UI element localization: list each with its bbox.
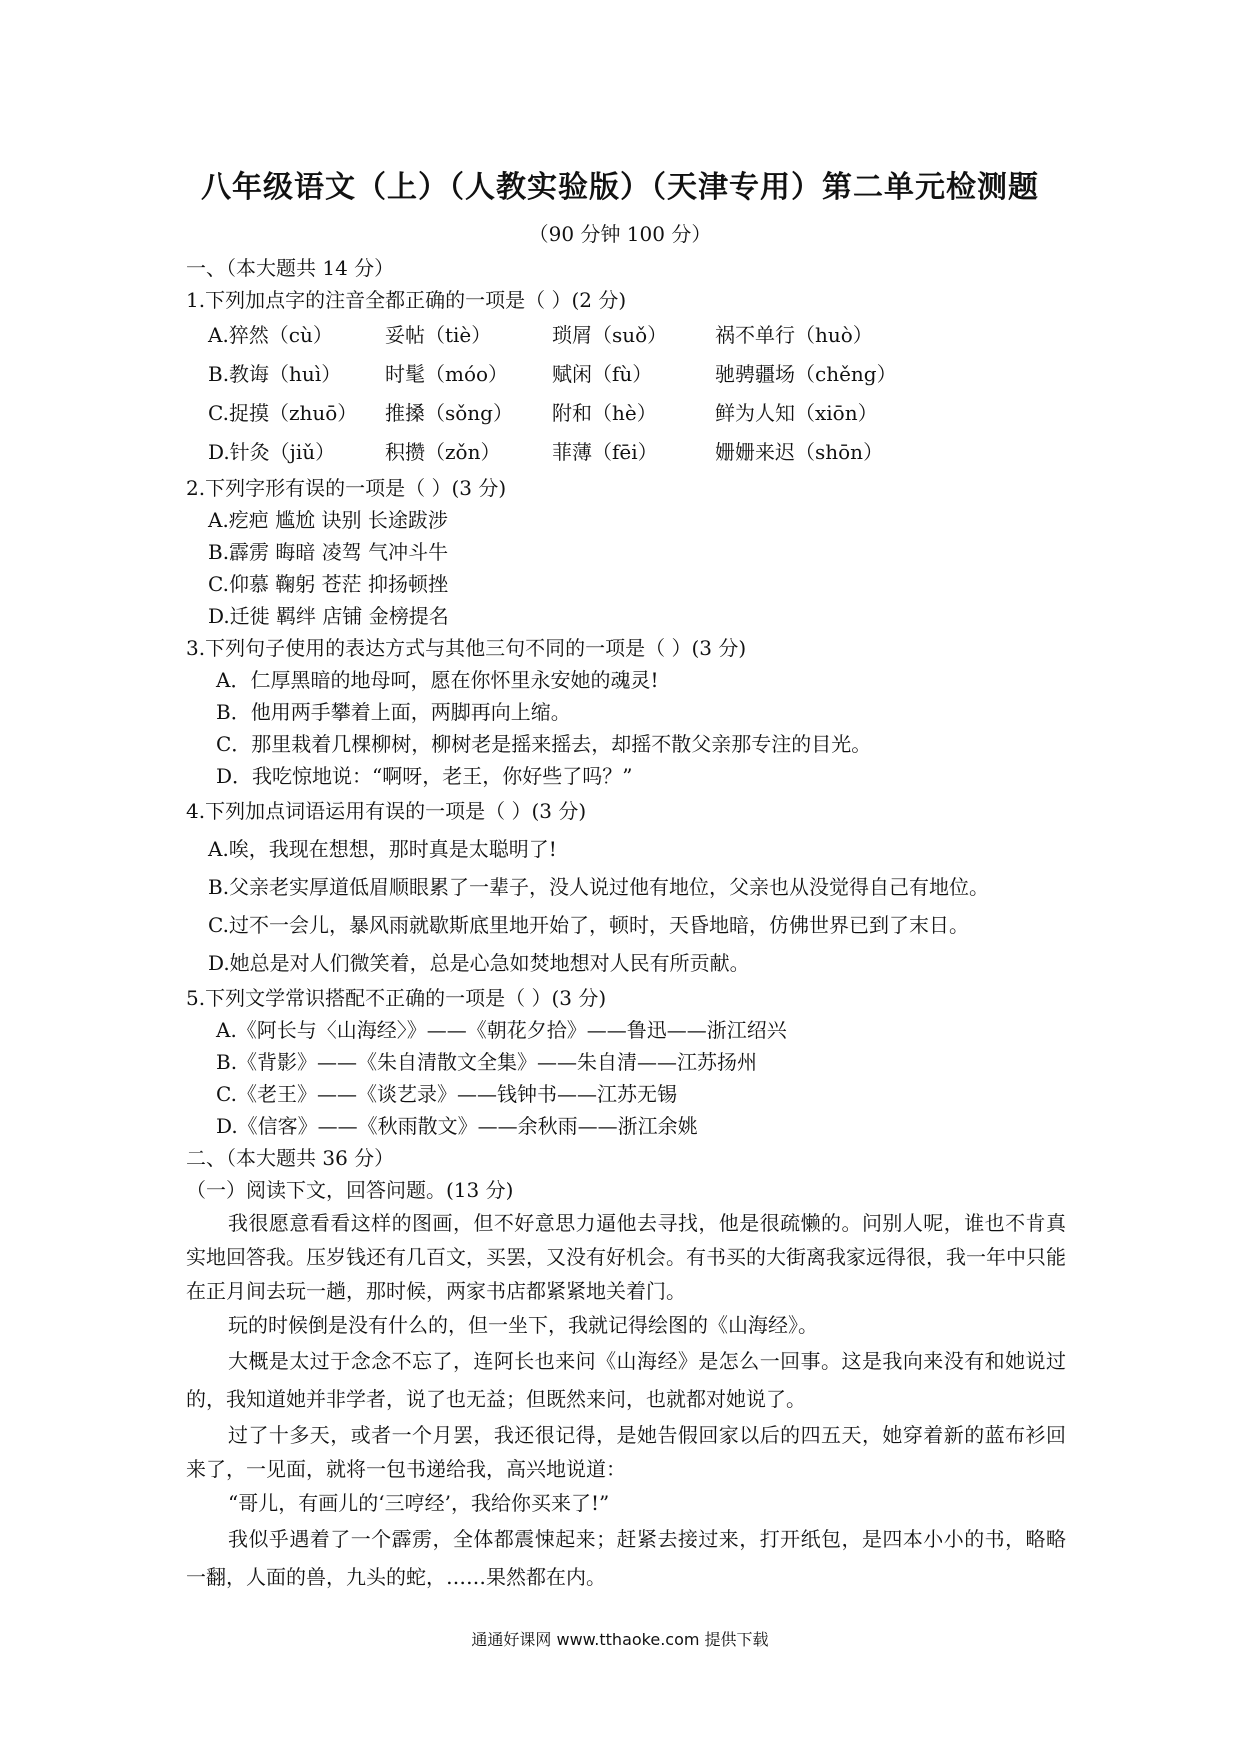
reading-paragraph: 玩的时候倒是没有什么的，但一坐下，我就记得绘图的《山海经》。	[228, 1313, 818, 1337]
q2-option-b: B.霹雳 晦暗 凌驾 气冲斗牛	[208, 540, 449, 564]
page-title: 八年级语文（上）（人教实验版）（天津专用）第二单元检测题	[201, 170, 1039, 205]
q1-option-b	[186, 355, 1066, 394]
q1-options	[186, 316, 1066, 472]
q1-b-2: 时髦（móo）	[385, 362, 509, 386]
q1-a-1: A.猝然（cù）	[208, 323, 333, 347]
q1-c-1: C.捉摸（zhuō）	[208, 401, 358, 425]
q2-option-c: C.仰慕 鞠躬 苍茫 抑扬顿挫	[208, 572, 449, 596]
q1-b-4: 驰骋疆场（chěng）	[715, 362, 897, 386]
q3-option-a: A．仁厚黑暗的地母呵，愿在你怀里永安她的魂灵!	[216, 668, 659, 692]
q3-option-b: B．他用两手攀着上面，两脚再向上缩。	[216, 700, 571, 724]
q1-c-4: 鲜为人知（xiōn）	[715, 401, 878, 425]
exam-content	[186, 252, 1066, 1596]
reading-paragraph: “哥儿，有画儿的‘三哼经’，我给你买来了!”	[228, 1491, 610, 1515]
q1-option-a	[186, 316, 1066, 355]
q3-option-c: C．那里栽着几棵柳树，柳树老是摇来摇去，却摇不散父亲那专注的目光。	[216, 732, 872, 756]
q1-d-2: 积攒（zǒn）	[385, 440, 501, 464]
q1-a-3: 琐屑（suǒ）	[552, 323, 668, 347]
q4-option-b: B.父亲老实厚道低眉顺眼累了一辈子，没人说过他有地位，父亲也从没觉得自己有地位。	[208, 875, 990, 899]
q1-option-d	[186, 433, 1066, 472]
q3-option-d: D．我吃惊地说：“啊呀，老王，你好些了吗？”	[216, 764, 633, 788]
q1-d-3: 菲薄（fēi）	[552, 440, 658, 464]
q1-a-2: 妥帖（tiè）	[385, 323, 492, 347]
q1-c-2: 推搡（sǒng）	[385, 401, 513, 425]
q3-stem: 3.下列句子使用的表达方式与其他三句不同的一项是（ ）(3 分)	[186, 636, 747, 660]
reading-paragraph: 我似乎遇着了一个霹雳，全体都震悚起来；赶紧去接过来，打开纸包，是四本小小的书，略略一翻，人面的兽，九头的蛇，……果然都在内。	[186, 1527, 1066, 1589]
q5-option-b: B.《背影》——《朱自清散文全集》——朱自清——江苏扬州	[216, 1050, 758, 1074]
q4-option-d: D.她总是对人们微笑着，总是心急如焚地想对人民有所贡献。	[208, 951, 750, 975]
q2-option-a: A.疙疤 尴尬 诀别 长途跋涉	[208, 508, 448, 532]
q5-option-c: C.《老王》——《谈艺录》——钱钟书——江苏无锡	[216, 1082, 677, 1106]
q4-stem: 4.下列加点词语运用有误的一项是（ ）(3 分)	[186, 799, 587, 823]
q4-option-c: C.过不一会儿，暴风雨就歇斯底里地开始了，顿时，天昏地暗，仿佛世界已到了末日。	[208, 913, 969, 937]
q5-stem: 5.下列文学常识搭配不正确的一项是（ ）(3 分)	[186, 986, 607, 1010]
q2-stem: 2.下列字形有误的一项是（ ）(3 分)	[186, 476, 507, 500]
q2-option-d: D.迁徙 羁绊 店铺 金榜提名	[208, 604, 449, 628]
q1-option-c	[186, 394, 1066, 433]
part2-heading: 二、（本大题共 36 分）	[186, 1146, 395, 1170]
q1-d-1: D.针灸（jiǔ）	[208, 440, 336, 464]
q5-option-a: A.《阿长与〈山海经〉》——《朝花夕拾》——鲁迅——浙江绍兴	[216, 1018, 787, 1042]
q1-stem: 1.下列加点字的注音全都正确的一项是（ ）(2 分)	[186, 288, 627, 312]
exam-duration-score: （90 分钟 100 分）	[528, 222, 712, 246]
reading-paragraph: 过了十多天，或者一个月罢，我还很记得，是她告假回家以后的四五天，她穿着新的蓝布衫回来了，一见面，就将一包书递给我，高兴地说道：	[186, 1423, 1066, 1481]
q5-option-d: D.《信客》——《秋雨散文》——余秋雨——浙江余姚	[216, 1114, 698, 1138]
q1-c-3: 附和（hè）	[552, 401, 657, 425]
q4-block	[186, 792, 1066, 982]
reading-section-1-heading: （一）阅读下文，回答问题。(13 分)	[186, 1178, 514, 1202]
reading-paragraph: 我很愿意看看这样的图画，但不好意思力逼他去寻找，他是很疏懒的。问别人呢，谁也不肯真实地回答我。压岁钱还有几百文，买罢，又没有好机会。有书买的大街离我家远得很，我一年中只能在正月间去玩一趟，那时候，两家书店都紧紧地关着门。	[186, 1211, 1066, 1303]
q1-b-1: B.教诲（huì）	[208, 362, 342, 386]
download-footer: 通通好课网 www.tthaoke.com 提供下载	[471, 1630, 769, 1649]
q4-option-a: A.唉，我现在想想，那时真是太聪明了!	[208, 837, 557, 861]
part1-heading: 一、（本大题共 14 分）	[186, 256, 395, 280]
q1-b-3: 赋闲（fù）	[552, 362, 653, 386]
reading-paragraph: 大概是太过于念念不忘了，连阿长也来问《山海经》是怎么一回事。这是我向来没有和她说过的，我知道她并非学者，说了也无益；但既然来问，也就都对她说了。	[186, 1349, 1066, 1411]
q1-a-4: 祸不单行（huò）	[715, 323, 873, 347]
q1-d-4: 姗姗来迟（shōn）	[715, 440, 884, 464]
